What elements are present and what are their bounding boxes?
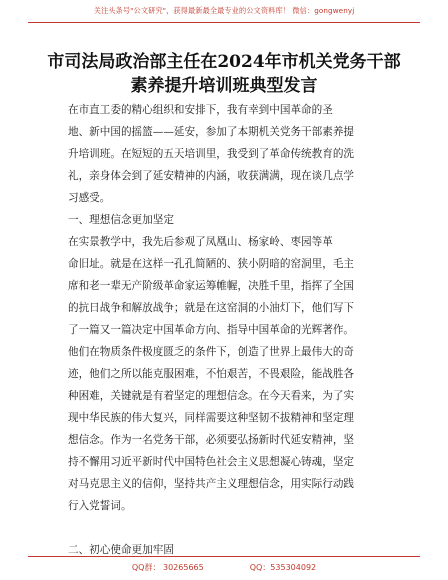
document-body [68,99,378,561]
body-line: 礼，亲身体会到了延安精神的内涵，收获满满，现在谈几点学 [68,170,355,182]
body-line: 的抗日战争和解放战争；就是在这窑洞的小油灯下，他们写下 [68,302,355,314]
header-banner: 关注头条号"公文研究"，获得最新最全最专业的公文资料库！ 微信：gongwenyj [93,6,355,15]
body-line: 地、新中国的摇篮——延安，参加了本期机关党务干部素养提 [68,126,355,138]
section-heading-2: 二、初心使命更加牢固 [68,544,174,556]
body-line: 现中华民族的伟大复兴，同样需要这种坚韧不拔精神和坚定理 [68,412,355,424]
body-line: 想信念。作为一名党务干部，必须要弘扬新时代延安精神，坚 [68,434,355,446]
document-title [0,50,448,98]
footer-qq-group: QQ群： 30265665 [131,563,204,572]
title-line-2: 素养提升培训班典型发言 [130,76,318,96]
footer-divider [28,556,420,557]
body-line: 席和老一辈无产阶级革命家运筹帷幄，决胜千里，指挥了全国 [68,280,355,292]
body-line: 行入党誓词。 [68,500,132,512]
footer-qq: QQ：535304092 [249,563,317,572]
body-line: 他们在物质条件极度匮乏的条件下，创造了世界上最伟大的奇 [68,346,355,358]
body-line: 对马克思主义的信仰，坚持共产主义理想信念，用实际行动践 [68,478,355,490]
body-line: 习感受。 [68,192,111,204]
blank-line [68,517,378,539]
title-line-1: 市司法局政治部主任在2024年市机关党务干部 [47,52,401,72]
body-line: 在实景教学中，我先后参观了凤凰山、杨家岭、枣园等革 [68,236,333,248]
body-line: 种困难，关键就是有着坚定的理想信念。在今天看来，为了实 [68,390,355,402]
header-divider [28,22,420,23]
section-heading-1: 一、理想信念更加坚定 [68,214,174,226]
body-line: 了一篇又一篇决定中国革命方向、指导中国革命的光辉著作。 [68,324,355,336]
body-line: 持不懈用习近平新时代中国特色社会主义思想凝心铸魂，坚定 [68,456,355,468]
body-line: 迹，他们之所以能克服困难，不怕艰苦，不畏艰险，能战胜各 [68,368,355,380]
body-line: 在市直工委的精心组织和安排下，我有幸到中国革命的圣 [68,104,333,116]
body-line: 命旧址。就是在这样一孔孔简陋的、狭小阴暗的窑洞里，毛主 [68,258,355,270]
body-line: 升培训班。在短短的五天培训里，我受到了革命传统教育的洗 [68,148,355,160]
footer-contact [0,562,448,573]
